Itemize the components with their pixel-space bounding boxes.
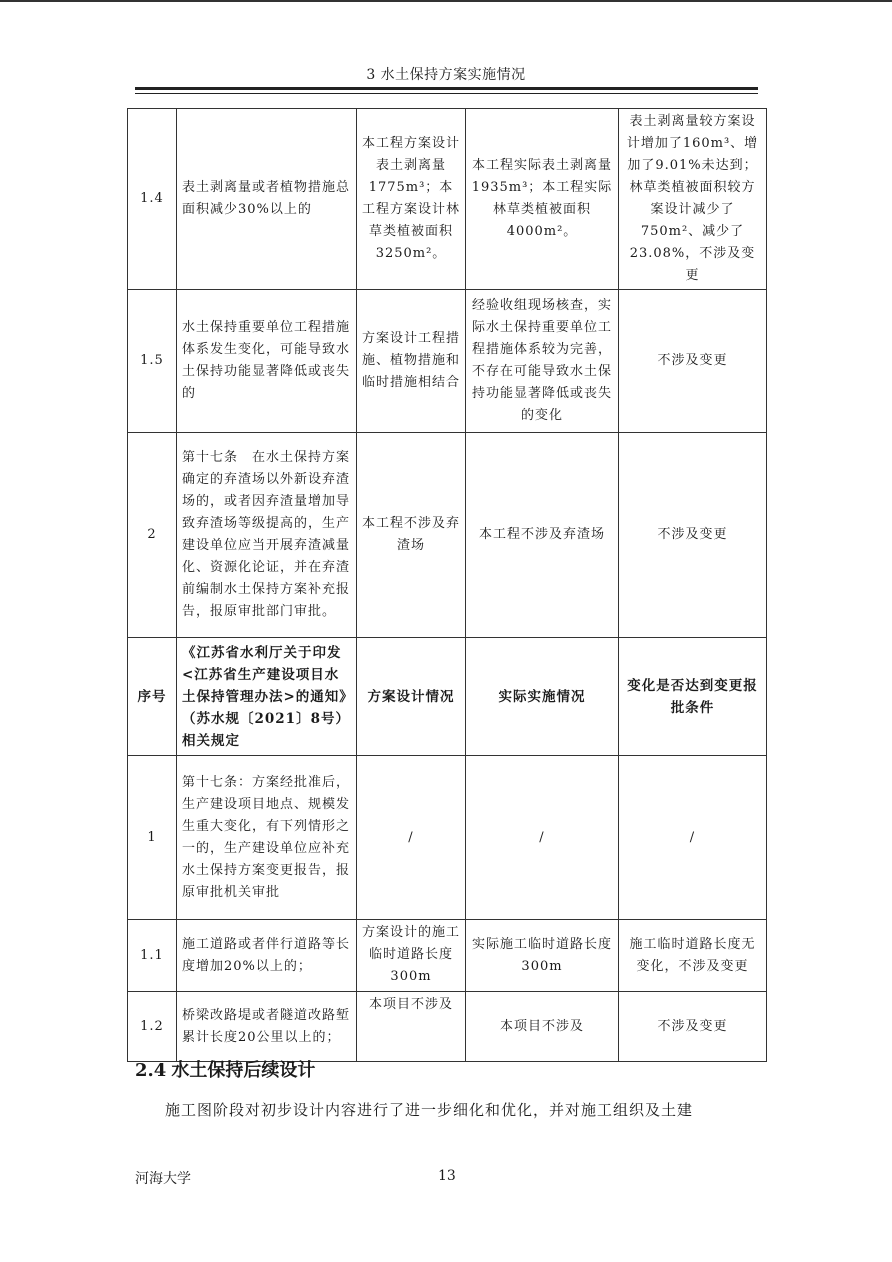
table-row — [128, 109, 767, 290]
actual-situation: 本项目不涉及 — [466, 992, 619, 1062]
design-situation: 本工程方案设计表土剥离量1775m³；本工程方案设计林草类植被面积3250m²。 — [357, 109, 466, 290]
actual-situation: 本工程不涉及弃渣场 — [466, 433, 619, 638]
regulation-item: 桥梁改路堤或者隧道改路堑累计长度20公里以上的； — [177, 992, 357, 1062]
top-border-line — [0, 0, 892, 2]
comparison-table — [127, 108, 767, 1062]
change-conclusion: 施工临时道路长度无变化，不涉及变更 — [619, 920, 767, 992]
header-actual: 实际实施情况 — [466, 638, 619, 756]
header-rule-thick — [135, 87, 758, 90]
row-number: 1.4 — [128, 109, 177, 290]
section-heading — [135, 1056, 315, 1082]
header-regulation: 《江苏省水利厅关于印发<江苏省生产建设项目水土保持管理办法>的通知》（苏水规〔2021〕8号）相关规定 — [177, 638, 357, 756]
header-number: 序号 — [128, 638, 177, 756]
table-row — [128, 433, 767, 638]
change-conclusion: 表土剥离量较方案设计增加了160m³、增加了9.01%未达到；林草类植被面积较方案设计减少了750m²、减少了23.08%，不涉及变更 — [619, 109, 767, 290]
table-header-row — [128, 638, 767, 756]
change-conclusion: / — [619, 756, 767, 920]
actual-situation: / — [466, 756, 619, 920]
row-number: 1.1 — [128, 920, 177, 992]
design-situation: 方案设计工程措施、植物措施和临时措施相结合 — [357, 290, 466, 433]
regulation-item: 第十七条 在水土保持方案确定的弃渣场以外新设弃渣场的，或者因弃渣量增加导致弃渣场等级提高的，生产建设单位应当开展弃渣减量化、资源化论证，并在弃渣前编制水土保持方案补充报告，报原审批部门审批。 — [177, 433, 357, 638]
actual-situation: 本工程实际表土剥离量1935m³；本工程实际林草类植被面积4000m²。 — [466, 109, 619, 290]
change-conclusion: 不涉及变更 — [619, 290, 767, 433]
row-number: 1.5 — [128, 290, 177, 433]
actual-situation: 经验收组现场核查，实际水土保持重要单位工程措施体系较为完善，不存在可能导致水土保持功能显著降低或丧失的变化 — [466, 290, 619, 433]
design-situation: 方案设计的施工临时道路长度300m — [357, 920, 466, 992]
header-design: 方案设计情况 — [357, 638, 466, 756]
regulation-item: 水土保持重要单位工程措施体系发生变化，可能导致水土保持功能显著降低或丧失的 — [177, 290, 357, 433]
section-number: 2.4 — [135, 1060, 167, 1081]
footer-institution: 河海大学 — [135, 1171, 191, 1187]
regulation-item: 表土剥离量或者植物措施总面积减少30%以上的 — [177, 109, 357, 290]
actual-situation: 实际施工临时道路长度300m — [466, 920, 619, 992]
change-conclusion: 不涉及变更 — [619, 992, 767, 1062]
design-situation: / — [357, 756, 466, 920]
design-situation: 本项目不涉及 — [357, 992, 466, 1062]
table-row — [128, 920, 767, 992]
table-row — [128, 756, 767, 920]
header-change: 变化是否达到变更报批条件 — [619, 638, 767, 756]
row-number: 2 — [128, 433, 177, 638]
header-rule-thin — [135, 93, 758, 94]
regulation-item: 施工道路或者伴行道路等长度增加20%以上的； — [177, 920, 357, 992]
table-row — [128, 992, 767, 1062]
row-number: 1.2 — [128, 992, 177, 1062]
change-conclusion: 不涉及变更 — [619, 433, 767, 638]
section-title: 水土保持后续设计 — [171, 1060, 316, 1081]
page-header: 3 水土保持方案实施情况 — [366, 67, 526, 83]
design-situation: 本工程不涉及弃渣场 — [357, 433, 466, 638]
regulation-item: 第十七条：方案经批准后，生产建设项目地点、规模发生重大变化，有下列情形之一的，生产建设单位应补充水土保持方案变更报告，报原审批机关审批 — [177, 756, 357, 920]
table-row — [128, 290, 767, 433]
page-number: 13 — [438, 1168, 456, 1184]
row-number: 1 — [128, 756, 177, 920]
body-paragraph: 施工图阶段对初步设计内容进行了进一步细化和优化，并对施工组织及土建 — [165, 1101, 694, 1119]
